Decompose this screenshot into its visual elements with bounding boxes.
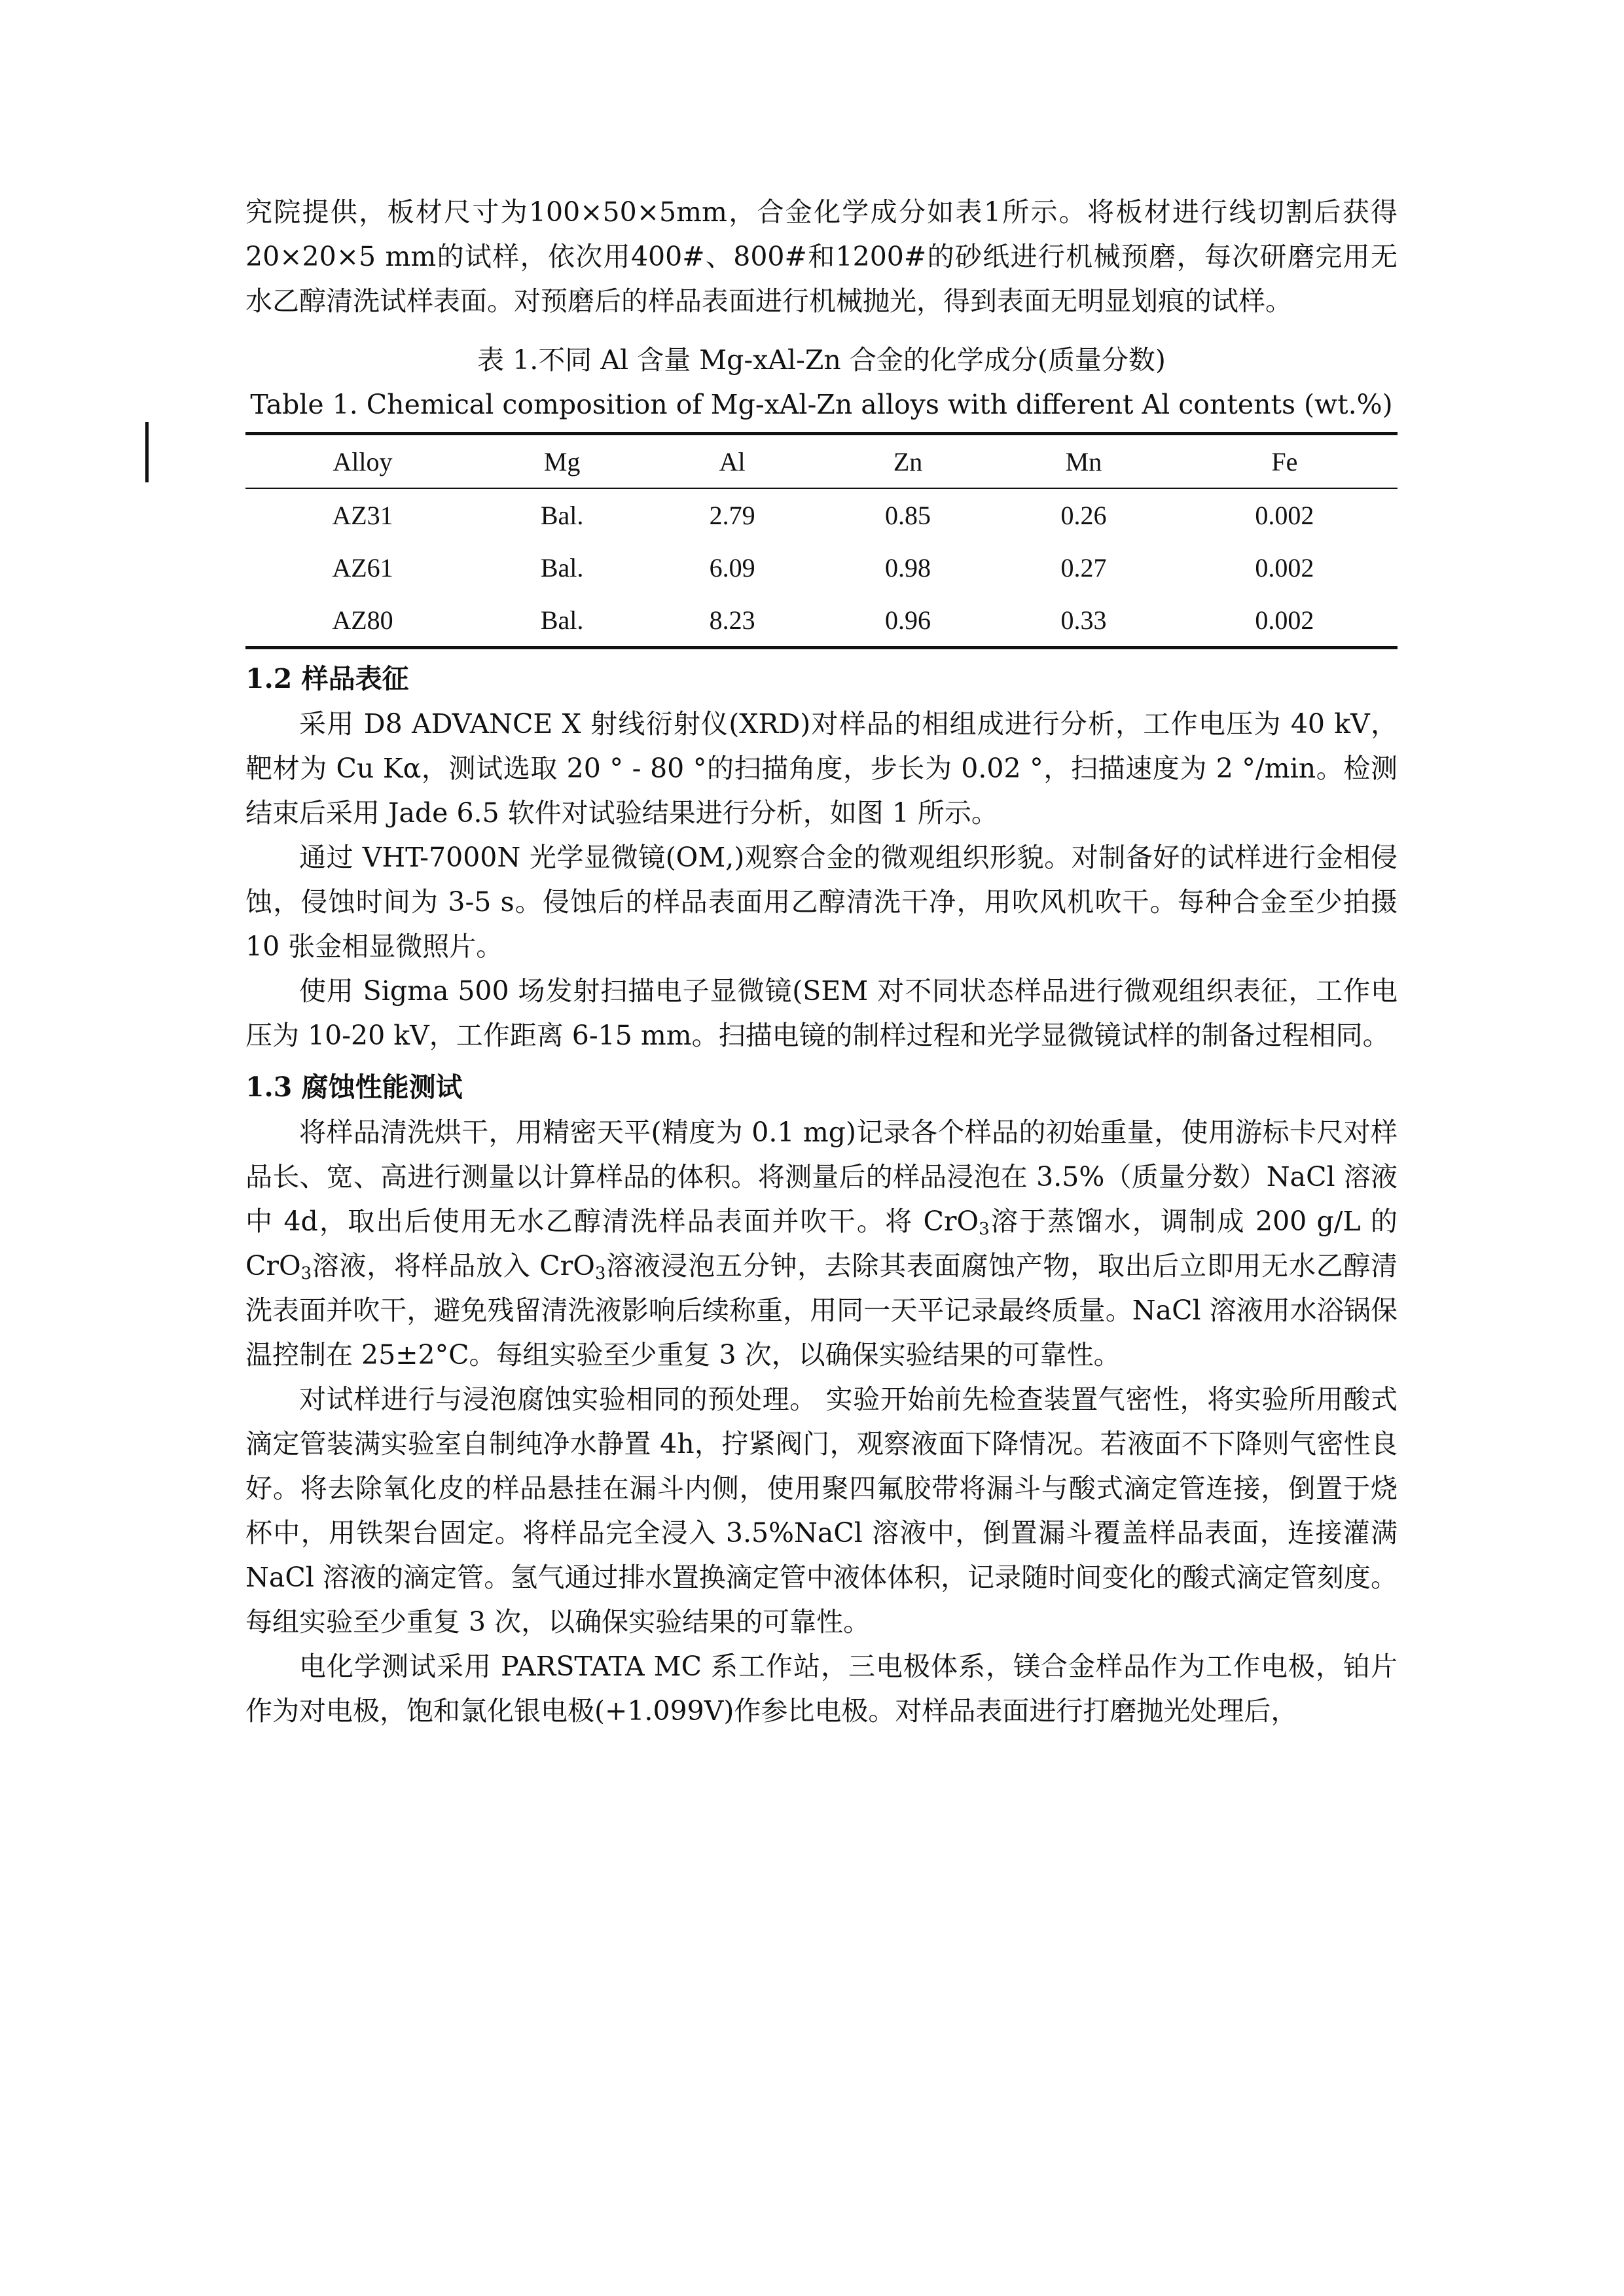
- table-cell: Bal.: [540, 500, 584, 530]
- paragraph-xrd: 采用 D8 ADVANCE X 射线衍射仪(XRD)对样品的相组成进行分析，工作电压为 40 kV，靶材为 Cu Kα，测试选取 20 ° - 80 °的扫描角度，步长为 0.02 °，扫描速度为 2 °/min。检测结束后采用 Jade 6.5 软件对试验结果进行分析，如图 1 所示。: [245, 708, 1398, 829]
- table1-caption-en: Table 1. Chemical composition of Mg-xAl-Zn alloys with different Al contents (wt.%): [250, 389, 1393, 420]
- paragraph-om: 通过 VHT-7000N 光学显微镜(OM,)观察合金的微观组织形貌。对制备好的试样进行金相侵蚀，侵蚀时间为 3-5 s。侵蚀后的样品表面用乙醇清洗干净，用吹风机吹干。每种合金至少拍摄 10 张金相显微照片。: [245, 842, 1398, 962]
- table-cell: 0.27: [1060, 552, 1107, 583]
- table-row: [245, 488, 1398, 541]
- edit-margin-bar: [145, 422, 149, 482]
- table-cell: AZ31: [332, 500, 393, 530]
- table-row: [245, 594, 1398, 648]
- table-cell: 0.002: [1255, 552, 1314, 583]
- document-page: [245, 190, 1398, 1733]
- table-cell: 0.96: [885, 605, 931, 635]
- col-header-zn: Zn: [893, 446, 923, 476]
- table-cell: AZ61: [332, 552, 393, 583]
- table-cell: 0.33: [1060, 605, 1107, 635]
- table-cell: AZ80: [332, 605, 393, 635]
- table-header-row: [245, 434, 1398, 489]
- text-run: 溶于蒸馏水，调制成 200 g/L 的 CrO: [245, 1206, 1398, 1282]
- subscript: 3: [300, 1264, 312, 1283]
- table-cell: 8.23: [709, 605, 755, 635]
- paragraph-hydrogen: 对试样进行与浸泡腐蚀实验相同的预处理。 实验开始前先检查装置气密性，将实验所用酸式滴定管装满实验室自制纯净水静置 4h，拧紧阀门，观察液面下降情况。若液面不下降则气密性良好。将去除氧化皮的样品悬挂在漏斗内侧，使用聚四氟胶带将漏斗与酸式滴定管连接，倒置于烧杯中，用铁架台固定。将样品完全浸入 3.5%NaCl 溶液中，倒置漏斗覆盖样品表面，连接灌满 NaCl 溶液的滴定管。氢气通过排水置换滴定管中液体体积，记录随时间变化的酸式滴定管刻度。每组实验至少重复 3 次，以确保实验结果的可靠性。: [245, 1384, 1398, 1638]
- composition-table: [245, 432, 1398, 649]
- table-row: [245, 541, 1398, 594]
- text-run: 溶液，将样品放入 CrO: [312, 1250, 595, 1282]
- table-cell: Bal.: [540, 605, 584, 635]
- section-heading-1-3: 1.3 腐蚀性能测试: [245, 1071, 463, 1103]
- section-heading-1-2: 1.2 样品表征: [245, 663, 409, 694]
- col-header-fe: Fe: [1271, 446, 1298, 476]
- subscript: 3: [979, 1219, 990, 1239]
- col-header-mn: Mn: [1065, 446, 1102, 476]
- table-cell: 2.79: [709, 500, 755, 530]
- table-cell: 0.002: [1255, 605, 1314, 635]
- text-run: 将样品清洗烘干，用精密天平(精度为 0.1 mg)记录各个样品的初始重量，使用游标卡尺对样品长、宽、高进行测量以计算样品的体积。将测量后的样品浸泡在 3.5%（质量分数）NaCl 溶液中 4d，取出后使用无水乙醇清洗样品表面并吹干。将 CrO: [245, 1117, 1398, 1237]
- col-header-mg: Mg: [543, 446, 581, 476]
- table-cell: Bal.: [540, 552, 584, 583]
- paragraph-immersion: [245, 1110, 1398, 1377]
- table-cell: 0.26: [1060, 500, 1107, 530]
- col-header-alloy: Alloy: [333, 446, 393, 476]
- text-run: 溶液浸泡五分钟，去除其表面腐蚀产物，取出后立即用无水乙醇清洗表面并吹干，避免残留清洗液影响后续称重，用同一天平记录最终质量。NaCl 溶液用水浴锅保温控制在 25±2°C。每组实验至少重复 3 次，以确保实验结果的可靠性。: [245, 1250, 1398, 1371]
- table1-caption-zh: 表 1.不同 Al 含量 Mg-xAl-Zn 合金的化学成分(质量分数): [477, 344, 1166, 376]
- col-header-al: Al: [719, 446, 746, 476]
- table-cell: 0.85: [885, 500, 931, 530]
- paragraph-electrochem: 电化学测试采用 PARSTATA MC 系工作站，三电极体系，镁合金样品作为工作电极，铂片作为对电极，饱和氯化银电极(+1.099V)作参比电极。对样品表面进行打磨抛光处理后，: [245, 1651, 1398, 1727]
- table-cell: 6.09: [709, 552, 755, 583]
- paragraph-sem: 使用 Sigma 500 场发射扫描电子显微镜(SEM 对不同状态样品进行微观组织表征，工作电压为 10-20 kV，工作距离 6-15 mm。扫描电镜的制样过程和光学显微镜试样的制备过程相同。: [245, 975, 1398, 1051]
- table-cell: 0.002: [1255, 500, 1314, 530]
- subscript: 3: [594, 1264, 606, 1283]
- table-cell: 0.98: [885, 552, 931, 583]
- intro-paragraph: 究院提供，板材尺寸为100×50×5mm，合金化学成分如表1所示。将板材进行线切割后获得20×20×5 mm的试样，依次用400#、800#和1200#的砂纸进行机械预磨，每次研磨完用无水乙醇清洗试样表面。对预磨后的样品表面进行机械抛光，得到表面无明显划痕的试样。: [245, 196, 1398, 317]
